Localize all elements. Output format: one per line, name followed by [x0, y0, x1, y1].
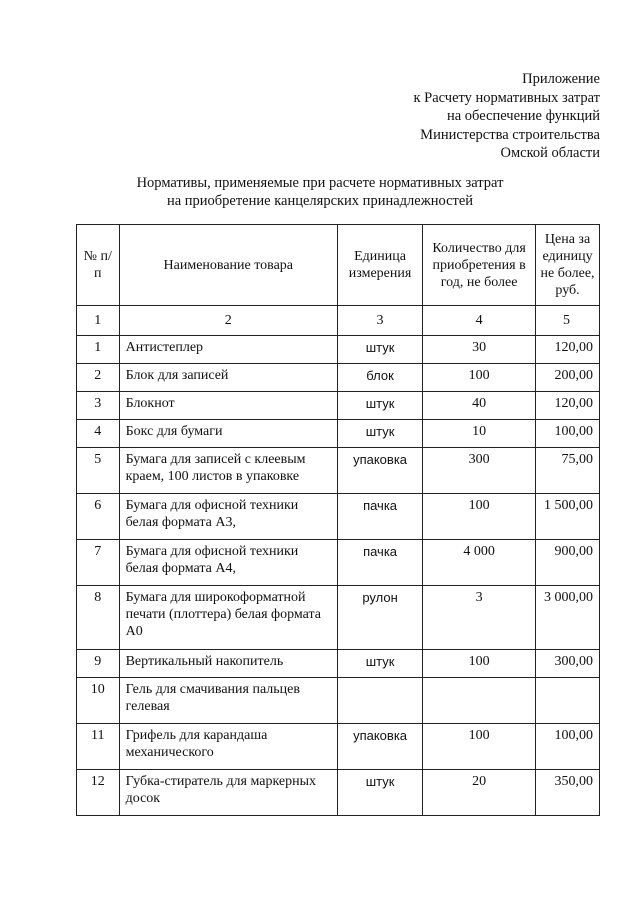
cell-num: 7 [77, 540, 120, 586]
cell-unit: штук [337, 392, 422, 420]
cell-price: 350,00 [536, 770, 600, 816]
header-unit: Единица измерения [337, 225, 422, 306]
cell-unit: штук [337, 650, 422, 678]
cell-name: Бумага для широкоформатной печати (плоттера) белая формата А0 [119, 586, 337, 650]
cell-unit: пачка [337, 540, 422, 586]
cell-num: 8 [77, 586, 120, 650]
appendix-line: на обеспечение функций [446, 108, 600, 124]
header-qty: Количество для приобретения в год, не более [423, 225, 536, 306]
header-name: Наименование товара [119, 225, 337, 306]
appendix-line: Министерства строительства [420, 126, 600, 143]
document-title [0, 174, 640, 210]
cell-num: 11 [77, 724, 120, 770]
cell-name: Бумага для офисной техники белая формата А3, [119, 494, 337, 540]
cell-unit [337, 678, 422, 724]
table-row [77, 420, 600, 448]
cell-qty: 3 [423, 586, 536, 650]
cell-price: 300,00 [536, 650, 600, 678]
cell-qty: 300 [423, 448, 536, 494]
cell-qty: 30 [423, 336, 536, 364]
cell-num: 1 [77, 336, 120, 364]
cell-unit: упаковка [337, 448, 422, 494]
cell-unit: штук [337, 336, 422, 364]
table-row [77, 336, 600, 364]
appendix-line: Приложение [522, 71, 600, 87]
cell-num: 6 [77, 494, 120, 540]
cell-name: Вертикальный накопитель [119, 650, 337, 678]
cell-num: 4 [77, 420, 120, 448]
cell-num: 2 [77, 364, 120, 392]
cell-qty: 100 [423, 494, 536, 540]
cell-num: 5 [77, 448, 120, 494]
cell-unit: рулон [337, 586, 422, 650]
table-row [77, 364, 600, 392]
cell-qty: 10 [423, 420, 536, 448]
cell-qty: 100 [423, 724, 536, 770]
appendix-line: Омской области [500, 145, 600, 161]
cell-name: Антистеплер [119, 336, 337, 364]
cell-unit: блок [337, 364, 422, 392]
cell-unit: упаковка [337, 724, 422, 770]
cell-num: 3 [77, 392, 120, 420]
table-row [77, 770, 600, 816]
column-number: 4 [423, 306, 536, 336]
appendix-line: к Расчету нормативных затрат [413, 89, 600, 106]
cell-price: 75,00 [536, 448, 600, 494]
cell-name: Гель для смачивания пальцев гелевая [119, 678, 337, 724]
table-header-row [77, 225, 600, 306]
cell-price: 100,00 [536, 420, 600, 448]
cell-name: Блокнот [119, 392, 337, 420]
cell-qty: 4 000 [423, 540, 536, 586]
table-row [77, 586, 600, 650]
cell-qty [423, 678, 536, 724]
table-row [77, 448, 600, 494]
cell-qty: 20 [423, 770, 536, 816]
cell-price: 100,00 [536, 724, 600, 770]
cell-price: 900,00 [536, 540, 600, 586]
cell-qty: 40 [423, 392, 536, 420]
cell-num: 12 [77, 770, 120, 816]
cell-price: 120,00 [536, 336, 600, 364]
cell-qty: 100 [423, 364, 536, 392]
title-line-1: Нормативы, применяемые при расчете нормативных затрат [136, 175, 504, 191]
title-line-2: на приобретение канцелярских принадлежностей [166, 193, 474, 209]
cell-unit: штук [337, 770, 422, 816]
column-number: 3 [337, 306, 422, 336]
cell-num: 10 [77, 678, 120, 724]
cell-name: Бумага для офисной техники белая формата А4, [119, 540, 337, 586]
table-row [77, 494, 600, 540]
cell-price: 200,00 [536, 364, 600, 392]
cell-price: 3 000,00 [536, 586, 600, 650]
column-number-row [77, 306, 600, 336]
table-row [77, 678, 600, 724]
cell-price: 120,00 [536, 392, 600, 420]
table-row [77, 724, 600, 770]
cell-unit: пачка [337, 494, 422, 540]
header-price: Цена за единицу не более, руб. [536, 225, 600, 306]
cell-price [536, 678, 600, 724]
table-row [77, 540, 600, 586]
cell-name: Губка-стиратель для маркерных досок [119, 770, 337, 816]
column-number: 5 [536, 306, 600, 336]
appendix-header [413, 70, 600, 163]
table-row [77, 650, 600, 678]
cell-name: Бумага для записей с клеевым краем, 100 листов в упаковке [119, 448, 337, 494]
cell-name: Блок для записей [119, 364, 337, 392]
cell-qty: 100 [423, 650, 536, 678]
column-number: 1 [77, 306, 120, 336]
cell-unit: штук [337, 420, 422, 448]
norms-table [76, 224, 600, 816]
table-row [77, 392, 600, 420]
cell-price: 1 500,00 [536, 494, 600, 540]
header-num: № п/п [77, 225, 120, 306]
cell-name: Грифель для карандаша механического [119, 724, 337, 770]
cell-num: 9 [77, 650, 120, 678]
cell-name: Бокс для бумаги [119, 420, 337, 448]
column-number: 2 [119, 306, 337, 336]
